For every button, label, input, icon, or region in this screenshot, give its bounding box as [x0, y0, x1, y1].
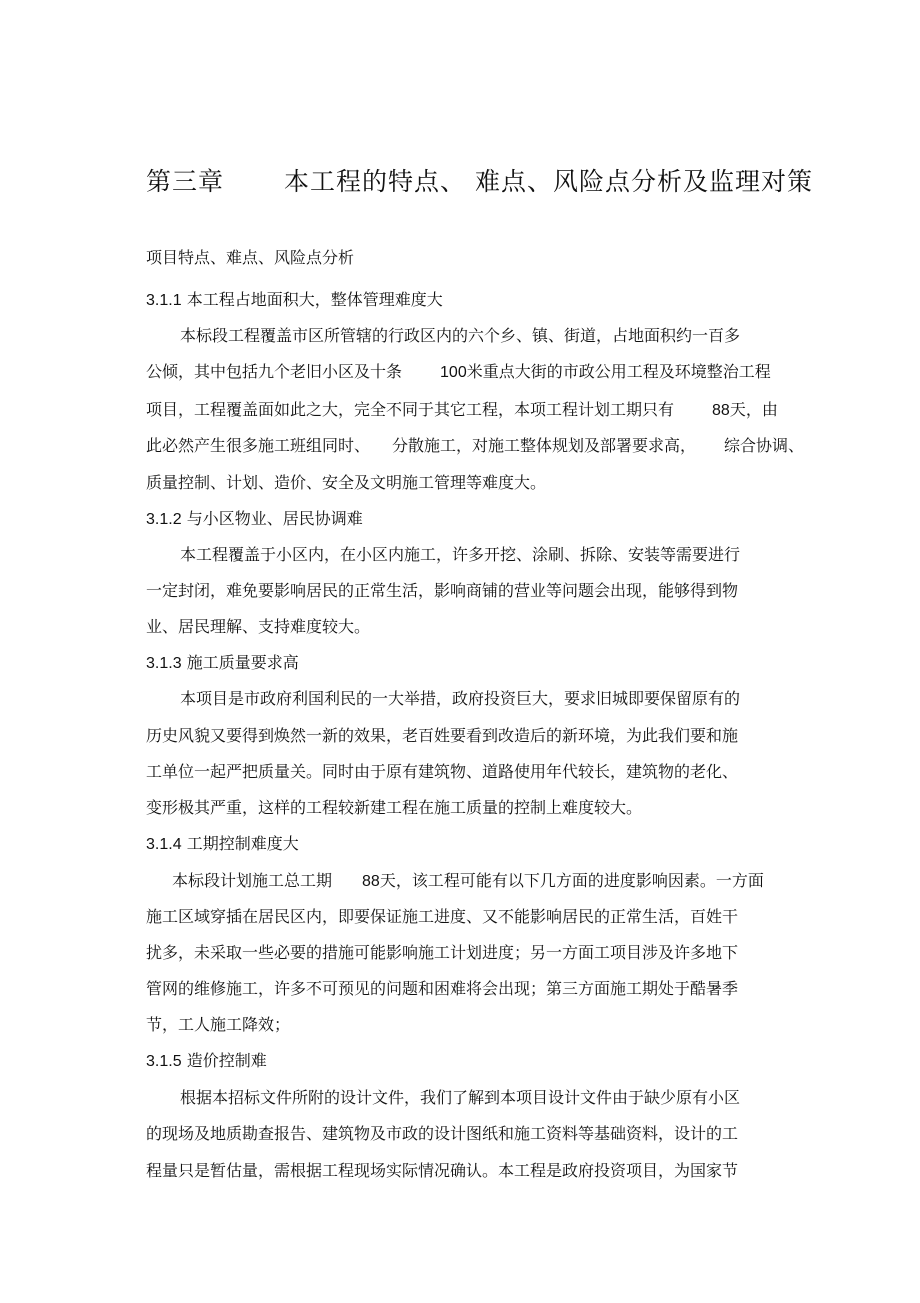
paragraph-line: 根据本招标文件所附的设计文件，我们了解到本项目设计文件由于缺少原有小区 [180, 1088, 741, 1107]
subsection-title: 工期控制难度大 [186, 834, 299, 853]
subsection-title: 造价控制难 [186, 1051, 267, 1070]
paragraph-line: 本工程覆盖于小区内，在小区内施工，许多开挖、涂刷、拆除、安装等需要进行 [180, 545, 741, 564]
paragraph-line: 质量控制、计划、造价、安全及文明施工管理等难度大。 [146, 473, 547, 492]
text-run: 此必然产生很多施工班组同时、 [146, 436, 371, 455]
text-run: 本标段计划施工总工期 [172, 871, 333, 890]
paragraph-line: 历史风貌又要得到焕然一新的效果，老百姓要看到改造后的新环境，为此我们要和施 [146, 726, 739, 745]
subsection-number: 3.1.2 [146, 511, 182, 528]
paragraph-line: 本项目是市政府利国利民的一大举措，政府投资巨大，要求旧城即要保留原有的 [180, 689, 741, 708]
paragraph-line [146, 361, 771, 384]
paragraph-line: 管网的维修施工，许多不可预见的问题和困难将会出现；第三方面施工期处于酷暑季 [146, 979, 739, 998]
subsection-heading-3-1-1 [146, 289, 443, 312]
paragraph-line [146, 435, 804, 457]
number-run: 88 [712, 402, 730, 419]
text-run: 天，由 [729, 400, 778, 419]
subsection-heading-3-1-4 [146, 833, 299, 856]
paragraph-line: 施工区域穿插在居民区内，即要保证施工进度、又不能影响居民的正常生活，百姓干 [146, 907, 739, 926]
text-run: 公倾，其中包括九个老旧小区及十条 [146, 362, 403, 381]
chapter-number: 第三章 [146, 167, 225, 196]
subsection-heading-3-1-2 [146, 508, 363, 531]
paragraph-line: 扰多，未采取一些必要的措施可能影响施工计划进度；另一方面工项目涉及许多地下 [146, 943, 739, 962]
subsection-heading-3-1-5 [146, 1050, 267, 1073]
paragraph-line: 业、居民理解、支持难度较大。 [146, 617, 371, 636]
subsection-number: 3.1.3 [146, 655, 182, 672]
text-run: 米重点大街的市政公用工程及环境整治工程 [466, 362, 771, 381]
paragraph-line: 的现场及地质勘查报告、建筑物及市政的设计图纸和施工资料等基础资料，设计的工 [146, 1124, 739, 1143]
paragraph-line: 工单位一起严把质量关。同时由于原有建筑物、道路使用年代较长，建筑物的老化、 [146, 762, 739, 781]
number-run: 88 [362, 873, 380, 890]
paragraph-line: 一定封闭，难免要影响居民的正常生活，影响商铺的营业等问题会出现，能够得到物 [146, 581, 739, 600]
paragraph-line: 程量只是暂估量，需根据工程现场实际情况确认。本工程是政府投资项目，为国家节 [146, 1161, 739, 1180]
number-run: 100 [440, 364, 467, 381]
subsection-title: 本工程占地面积大，整体管理难度大 [186, 290, 443, 309]
subsection-number: 3.1.1 [146, 292, 182, 309]
paragraph-line: 变形极其严重，这样的工程较新建工程在施工质量的控制上难度较大。 [146, 798, 643, 817]
paragraph-line: 本标段工程覆盖市区所管辖的行政区内的六个乡、镇、街道，占地面积约一百多 [180, 326, 741, 345]
subsection-title: 施工质量要求高 [186, 653, 299, 672]
paragraph-line: 节，工人施工降效； [146, 1015, 291, 1034]
text-run: 分散施工，对施工整体规划及部署要求高， [392, 436, 697, 455]
subsection-title: 与小区物业、居民协调难 [186, 509, 363, 528]
section-heading: 项目特点、难点、风险点分析 [146, 248, 355, 267]
text-run: 天，该工程可能有以下几方面的进度影响因素。一方面 [379, 871, 764, 890]
text-run: 项目，工程覆盖面如此之大，完全不同于其它工程，本项工程计划工期只有 [146, 400, 675, 419]
subsection-number: 3.1.5 [146, 1053, 182, 1070]
paragraph-line [172, 870, 764, 893]
chapter-title-text: 本工程的特点、 难点、风险点分析及监理对策 [284, 167, 813, 196]
text-run: 综合协调、 [724, 436, 805, 455]
subsection-number: 3.1.4 [146, 836, 182, 853]
chapter-title [146, 164, 813, 200]
subsection-heading-3-1-3 [146, 652, 299, 675]
paragraph-line [146, 399, 778, 422]
